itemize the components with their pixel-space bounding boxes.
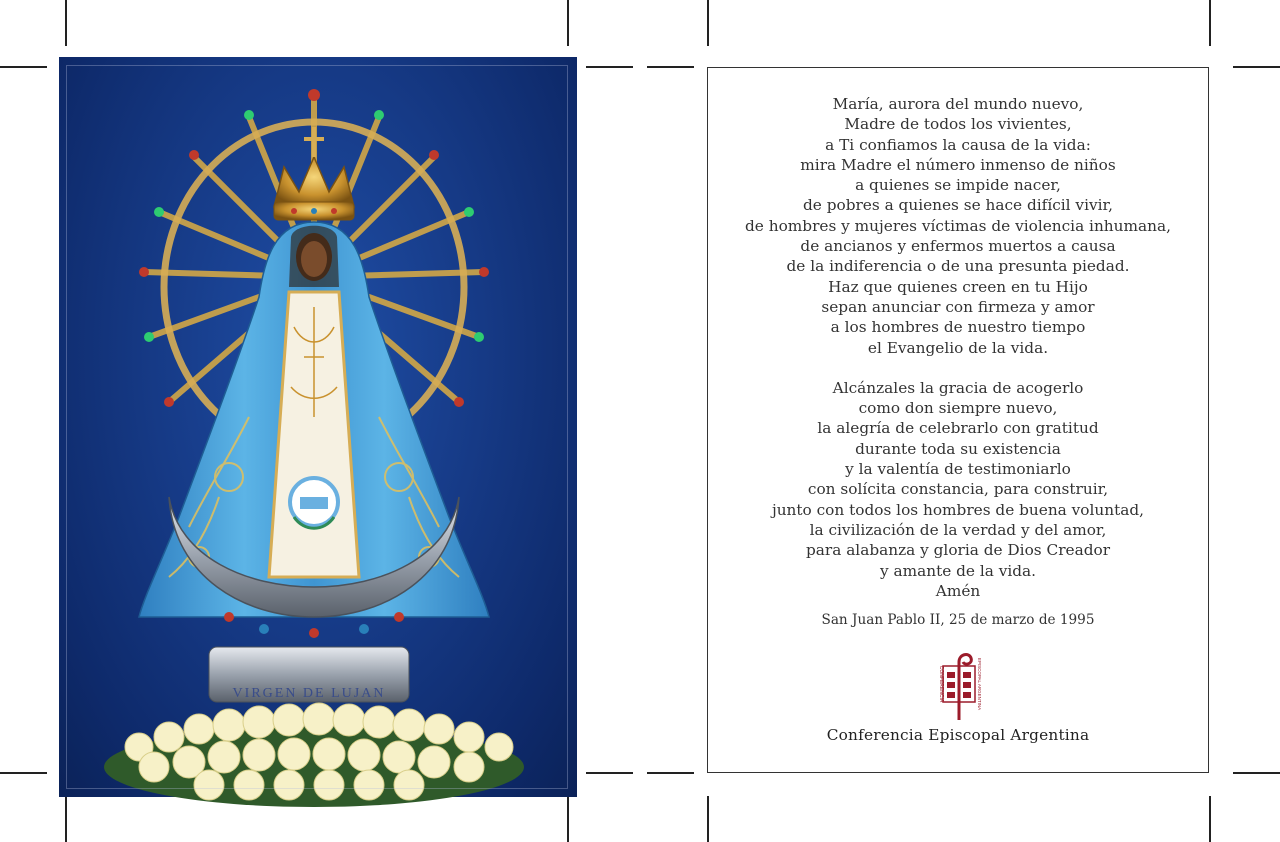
prayer-card [707, 67, 1209, 773]
prayer-line: sepan anunciar con firmeza y amor [821, 297, 1095, 316]
prayer-line: como don siempre nuevo, [858, 399, 1058, 418]
prayer-line: Madre de todos los vivientes, [844, 115, 1072, 134]
prayer-line: para alabanza y gloria de Dios Creador [805, 541, 1111, 560]
svg-text:CONFERENCIA: CONFERENCIA [938, 665, 944, 703]
crop-mark [647, 772, 694, 774]
prayer-line: la alegría de celebrarlo con gratitud [817, 419, 1099, 438]
svg-text:EPISCOPAL ARGENTINA: EPISCOPAL ARGENTINA [977, 657, 982, 711]
stanza-gap [708, 358, 1208, 378]
crop-mark [707, 796, 709, 842]
prayer-line: de pobres a quienes se hace difícil vivir, [802, 196, 1113, 215]
prayer-line: a quienes se impide nacer, [855, 176, 1061, 195]
photo-inner-border [66, 65, 568, 789]
prayer-line: y amante de la vida. [879, 561, 1037, 580]
crop-mark [65, 796, 67, 842]
crop-mark [707, 0, 709, 46]
crop-mark [0, 772, 47, 774]
prayer-line: durante toda su existencia [855, 439, 1061, 458]
crop-mark [1209, 796, 1211, 842]
crop-mark [0, 66, 47, 68]
crop-mark [567, 796, 569, 842]
prayer-line: Haz que quienes creen en tu Hijo [828, 277, 1088, 296]
prayer-line: junto con todos los hombres de buena voluntad, [771, 500, 1145, 519]
prayer-line: a Ti confiamos la causa de la vida: [825, 135, 1091, 154]
crop-mark [1233, 66, 1280, 68]
crop-mark [586, 772, 633, 774]
signature-line: San Juan Pablo II, 25 de marzo de 1995 [821, 612, 1095, 628]
crop-mark [567, 0, 569, 46]
prayer-line: y la valentía de testimoniarlo [845, 460, 1071, 479]
crop-mark [647, 66, 694, 68]
prayer-line: Alcánzales la gracia de acogerlo [832, 378, 1084, 397]
prayer-line-amen: Amén [935, 581, 981, 600]
pedestal-inscription: VIRGEN DE LUJAN [232, 686, 386, 701]
prayer-line: María, aurora del mundo nuevo, [832, 95, 1084, 113]
virgin-of-lujan-image [59, 57, 577, 797]
prayer-line: de la indiferencia o de una presunta piedad. [786, 257, 1130, 276]
prayer-line: el Evangelio de la vida. [867, 338, 1049, 357]
crop-mark [1233, 772, 1280, 774]
prayer-line: la civilización de la verdad y del amor, [809, 520, 1107, 539]
prayer-line: con solícita constancia, para construir, [807, 480, 1109, 499]
crop-mark [586, 66, 633, 68]
prayer-line: de ancianos y enfermos muertos a causa [800, 237, 1116, 256]
crozier-logo-icon [937, 650, 981, 722]
prayer-line: mira Madre el número inmenso de niños [800, 155, 1116, 174]
prayer-line: de hombres y mujeres víctimas de violencia inhumana, [745, 216, 1171, 235]
crop-mark [1209, 0, 1211, 46]
organization-name: Conferencia Episcopal Argentina [826, 726, 1090, 744]
prayer-line: a los hombres de nuestro tiempo [830, 318, 1086, 337]
crop-mark [65, 0, 67, 46]
prayer-text [708, 94, 1208, 601]
